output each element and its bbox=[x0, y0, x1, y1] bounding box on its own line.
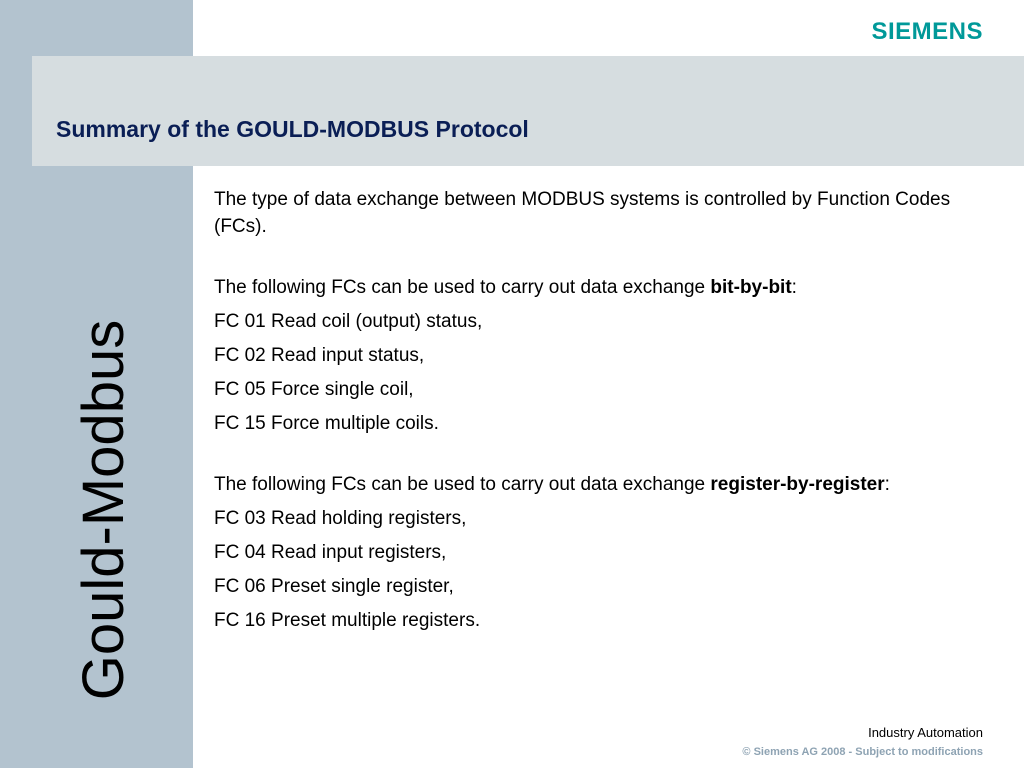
register-group-emphasis: register-by-register bbox=[710, 474, 885, 495]
list-item: FC 16 Preset multiple registers. bbox=[214, 610, 481, 631]
list-item: FC 02 Read input status, bbox=[214, 345, 425, 366]
footer-division: Industry Automation bbox=[868, 725, 983, 740]
list-item: FC 01 Read coil (output) status, bbox=[214, 311, 483, 332]
bit-group-emphasis: bit-by-bit bbox=[710, 277, 792, 298]
vertical-section-title: Gould-Modbus bbox=[71, 319, 136, 701]
list-item: FC 05 Force single coil, bbox=[214, 379, 414, 400]
title-bar bbox=[32, 56, 1024, 166]
intro-paragraph: The type of data exchange between MODBUS systems is controlled by Function Codes (FCs). bbox=[214, 189, 951, 237]
bit-group-heading bbox=[214, 274, 954, 301]
bit-group-trail: : bbox=[791, 277, 797, 298]
siemens-logo: SIEMENS bbox=[871, 18, 983, 45]
slide-body bbox=[214, 186, 954, 634]
list-item: FC 15 Force multiple coils. bbox=[214, 413, 439, 434]
register-group-trail: : bbox=[884, 474, 890, 495]
bit-group-lead: The following FCs can be used to carry out data exchange bbox=[214, 277, 711, 298]
list-item: FC 06 Preset single register, bbox=[214, 576, 454, 597]
register-group-heading bbox=[214, 471, 954, 498]
slide-title: Summary of the GOULD-MODBUS Protocol bbox=[56, 116, 529, 142]
footer-copyright: © Siemens AG 2008 - Subject to modifications bbox=[742, 746, 983, 758]
list-item: FC 03 Read holding registers, bbox=[214, 508, 467, 529]
register-group-lead: The following FCs can be used to carry out data exchange bbox=[214, 474, 711, 495]
list-item: FC 04 Read input registers, bbox=[214, 542, 447, 563]
